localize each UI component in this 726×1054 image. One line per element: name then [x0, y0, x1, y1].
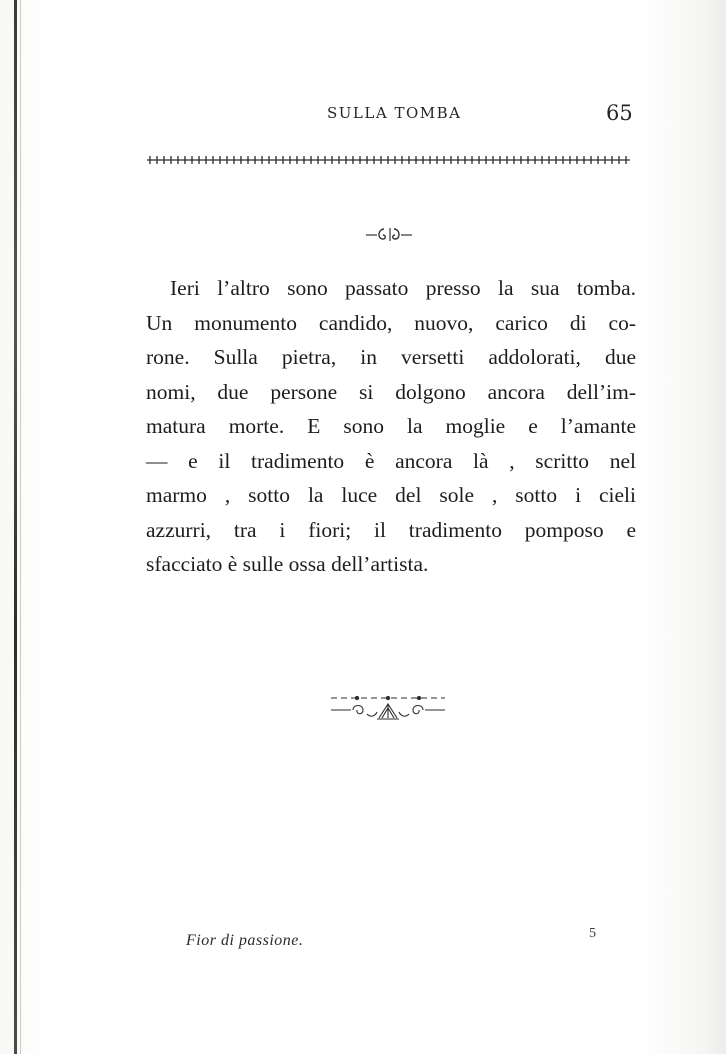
- text-line: azzurri, tra i fiori; il tradimento pomposo e: [146, 517, 636, 542]
- body-paragraph: [146, 271, 636, 582]
- text-line: matura morte. E sono la moglie e l’amante: [146, 414, 636, 438]
- signature-title: Fior di passione.: [186, 932, 304, 949]
- page-binding-shadow: [20, 0, 21, 1054]
- text-line: rone. Sulla pietra, in versetti addolorati, due: [146, 345, 636, 369]
- tailpiece-ornament-icon: [327, 688, 449, 724]
- text-line: — e il tradimento è ancora là , scritto nel: [146, 448, 636, 473]
- text-line: nomi, due persone si dolgono ancora dell’im-: [146, 379, 636, 404]
- page-binding-edge: [14, 0, 17, 1054]
- running-head: SULLA TOMBA: [327, 104, 462, 122]
- decorative-header-rule: [147, 154, 630, 166]
- text-line: sfacciato è sulle ossa dell’artista.: [146, 552, 429, 576]
- text-line: Ieri l’altro sono passato presso la sua tomba.: [170, 276, 636, 300]
- text-line: marmo , sotto la luce del sole , sotto i cieli: [146, 483, 636, 507]
- page-number: 65: [606, 101, 633, 125]
- text-line: Un monumento candido, nuovo, carico di co-: [146, 310, 636, 335]
- signature-mark: 5: [589, 926, 596, 941]
- fleuron-ornament-icon: [364, 224, 414, 244]
